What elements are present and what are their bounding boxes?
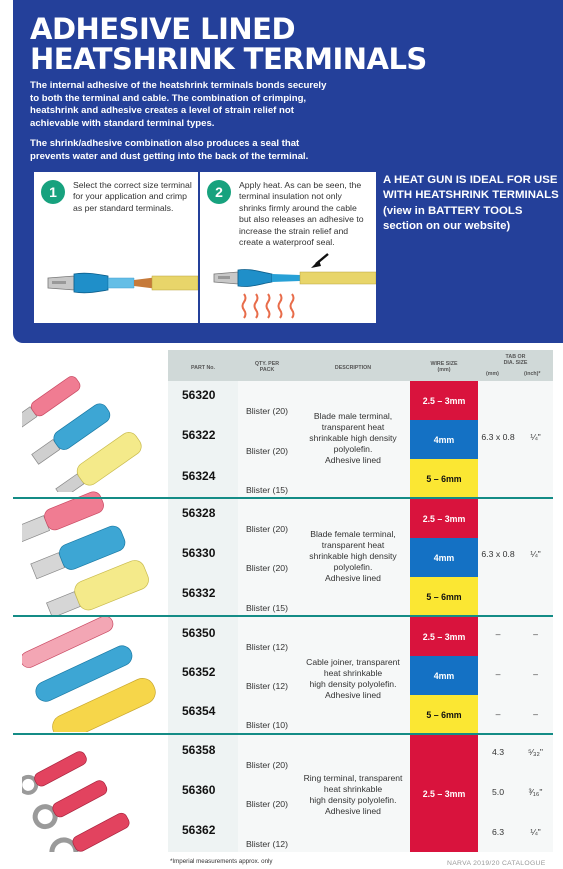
imperial-footnote: *Imperial measurements approx. only — [170, 858, 273, 865]
pack-qty: Blister (20) — [246, 799, 288, 809]
header-banner — [13, 0, 563, 343]
tab-size-inch: ³⁄₁₆" — [528, 787, 543, 797]
tab-size-mm: 6.3 — [491, 827, 505, 837]
part-number: 56328 — [182, 506, 216, 520]
wire-size-cell: 4mm — [410, 656, 478, 695]
tab-size-inch: ¼" — [530, 549, 541, 559]
step-2-number: 2 — [207, 180, 231, 204]
tab-size-inch: ¼" — [530, 827, 541, 837]
wire-size-cell: 2.5 – 3mm — [410, 381, 478, 420]
header-qty: QTY. PER PACK — [238, 350, 296, 381]
pack-qty: Blister (12) — [246, 839, 288, 849]
tab-size-mm: 6.3 x 0.8 — [481, 432, 515, 442]
part-number: 56360 — [182, 783, 216, 797]
wire-size-cell: 2.5 – 3mm — [410, 735, 478, 852]
tab-size-inch: ⁵⁄₃₂" — [527, 747, 544, 757]
pack-qty: Blister (15) — [246, 603, 288, 613]
description: Ring terminal, transparent heat shrinkable high density polyolefin. Adhesive lined — [303, 773, 403, 816]
group-cable-joiner — [168, 617, 553, 734]
page-title: ADHESIVE LINED HEATSHRINK TERMINALS — [30, 12, 427, 76]
catalogue-label: NARVA 2019/20 CATALOGUE — [447, 860, 546, 867]
pack-qty: Blister (20) — [246, 406, 288, 416]
header-tab-size: TAB OR DIA. SIZE (mm) (inch)* — [478, 350, 553, 381]
description: Cable joiner, transparent heat shrinkable high density polyolefin. Adhesive lined — [306, 657, 400, 700]
tab-size-inch: – — [533, 709, 538, 719]
image-separator — [13, 497, 168, 499]
part-number: 56350 — [182, 626, 216, 640]
part-number: 56332 — [182, 586, 216, 600]
part-number: 56352 — [182, 665, 216, 679]
intro-text — [30, 80, 330, 172]
tab-size-inch: ¼" — [530, 432, 541, 442]
blade-male-terminals-image — [22, 352, 162, 492]
header-description: DESCRIPTION — [296, 350, 410, 381]
step-2-text: Apply heat. As can be seen, the terminal insulation not only shrinks firmly around the cable but also releases an adhesive to increase the strain relief and create a waterproof seal. — [239, 180, 364, 248]
part-number: 56322 — [182, 428, 216, 442]
tab-size-mm: 4.3 — [491, 747, 505, 757]
header-wire-size: WIRE SIZE (mm) — [410, 350, 478, 381]
group-blade-female — [168, 499, 553, 616]
wire-size-cell: 5 – 6mm — [410, 695, 478, 734]
tab-size-mm: – — [495, 709, 501, 719]
wire-size-cell: 4mm — [410, 420, 478, 459]
pack-qty: Blister (12) — [246, 681, 288, 691]
pack-qty: Blister (10) — [246, 720, 288, 730]
crimp-terminal-illustration — [34, 252, 198, 312]
image-separator — [13, 615, 168, 617]
wire-size-cell: 2.5 – 3mm — [410, 617, 478, 656]
pack-qty: Blister (20) — [246, 760, 288, 770]
group-blade-male — [168, 381, 553, 498]
wire-size-cell: 4mm — [410, 538, 478, 577]
pack-qty: Blister (15) — [246, 485, 288, 495]
tab-size-mm: – — [495, 669, 501, 679]
description: Blade male terminal, transparent heat shrinkable high density polyolefin. Adhesive lined — [309, 411, 397, 465]
heat-gun-note: A HEAT GUN IS IDEAL FOR USE WITH HEATSHRINK TERMINALS (view in BATTERY TOOLS section on our website) — [383, 174, 559, 233]
blade-female-terminals-image — [22, 482, 162, 617]
ring-terminals-image — [22, 734, 162, 852]
group-ring-terminal — [168, 735, 553, 852]
pack-qty: Blister (12) — [246, 642, 288, 652]
part-number: 56320 — [182, 388, 216, 402]
step-2-panel — [200, 172, 376, 323]
tab-size-mm: 6.3 x 0.8 — [481, 549, 515, 559]
pack-qty: Blister (20) — [246, 563, 288, 573]
description: Blade female terminal, transparent heat shrinkable high density polyolefin. Adhesive lined — [309, 529, 397, 583]
pack-qty: Blister (20) — [246, 524, 288, 534]
part-number: 56362 — [182, 823, 216, 837]
intro-paragraph-1: The internal adhesive of the heatshrink terminals bonds securely to both the terminal and cable. The combination of crimping, heatshrink and adhesive creates a level of strain relief not achievable with standard terminal types. — [30, 80, 327, 129]
image-separator — [13, 733, 168, 735]
intro-paragraph-2: The shrink/adhesive combination also produces a seal that prevents water and dust getting into the back of the terminal. — [30, 138, 309, 162]
wire-size-cell: 2.5 – 3mm — [410, 499, 478, 538]
step-1-number: 1 — [41, 180, 65, 204]
header-part-no: PART No. — [168, 350, 238, 381]
product-table — [168, 350, 553, 852]
part-number: 56324 — [182, 469, 216, 483]
part-number: 56358 — [182, 743, 216, 757]
step-1-text: Select the correct size terminal for your application and crimp as per standard terminals. — [73, 180, 192, 213]
tab-size-inch: – — [533, 669, 538, 679]
step-1-panel — [34, 172, 198, 323]
part-number: 56330 — [182, 546, 216, 560]
pack-qty: Blister (20) — [246, 446, 288, 456]
cable-joiners-image — [22, 612, 162, 732]
tab-size-mm: – — [495, 629, 501, 639]
heat-shrink-illustration — [200, 252, 376, 320]
wire-size-cell: 5 – 6mm — [410, 459, 478, 498]
wire-size-cell: 5 – 6mm — [410, 577, 478, 616]
tab-size-inch: – — [533, 629, 538, 639]
tab-size-mm: 5.0 — [491, 787, 505, 797]
part-number: 56354 — [182, 704, 216, 718]
